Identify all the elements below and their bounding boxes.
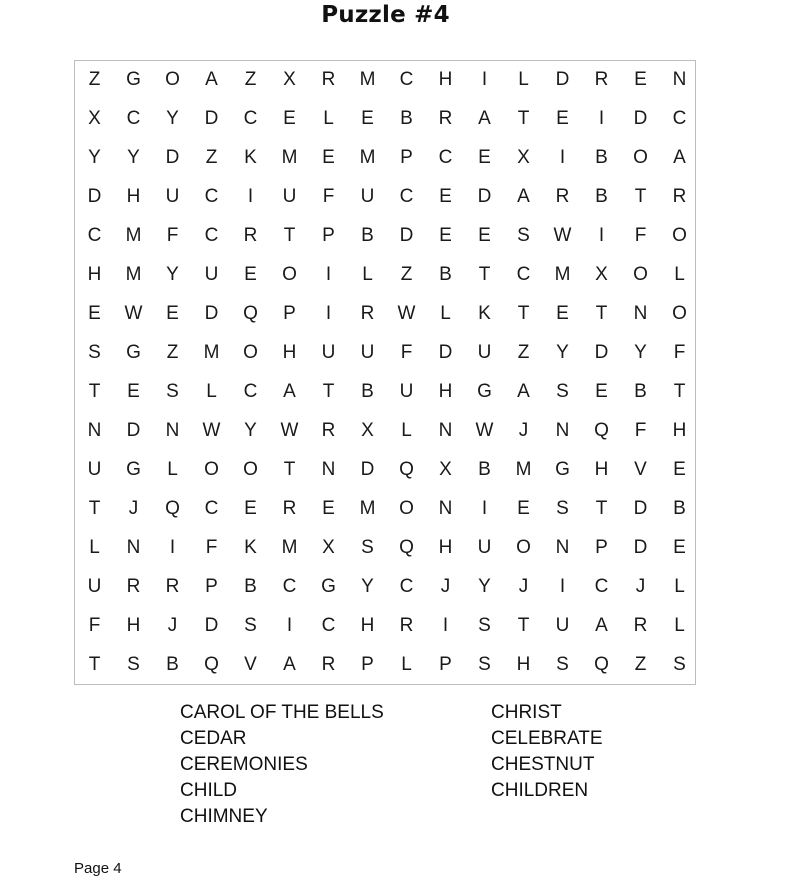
grid-letter: C	[126, 108, 141, 129]
grid-letter: R	[126, 576, 141, 597]
grid-letter: D	[87, 186, 102, 207]
grid-letter: J	[167, 615, 178, 636]
grid-letter: U	[204, 264, 219, 285]
grid-letter: A	[517, 381, 530, 402]
grid-letter: I	[169, 537, 176, 558]
grid-letter: C	[243, 108, 258, 129]
grid-letter: B	[595, 147, 608, 168]
grid-letter: U	[87, 459, 102, 480]
grid-letter: L	[674, 576, 685, 597]
grid-letter: A	[595, 615, 608, 636]
grid-letter: W	[397, 303, 416, 324]
grid-letter: K	[478, 303, 491, 324]
grid-letter: T	[517, 303, 530, 324]
grid-letter: W	[202, 420, 221, 441]
grid-letter: E	[322, 498, 335, 519]
grid-letter: B	[634, 381, 647, 402]
grid-letter: W	[553, 225, 572, 246]
grid-letter: R	[321, 69, 336, 90]
grid-letter: H	[672, 420, 687, 441]
grid-letter: Z	[166, 342, 179, 363]
grid-letter: H	[594, 459, 609, 480]
grid-letter: F	[205, 537, 218, 558]
grid-letter: P	[595, 537, 608, 558]
grid-letter: C	[204, 498, 219, 519]
grid-letter: F	[673, 342, 686, 363]
grid-letter: I	[481, 498, 488, 519]
grid-letter: T	[322, 381, 335, 402]
grid-letter: R	[633, 615, 648, 636]
grid-letter: S	[478, 615, 491, 636]
letter-grid	[74, 60, 696, 685]
grid-letter: H	[360, 615, 375, 636]
page-number: Page 4	[74, 860, 122, 877]
grid-letter: X	[88, 108, 101, 129]
grid-letter: F	[634, 225, 647, 246]
grid-letter: E	[439, 225, 452, 246]
grid-letter: M	[359, 498, 376, 519]
grid-letter: C	[399, 186, 414, 207]
grid-letter: Z	[517, 342, 530, 363]
grid-letter: J	[128, 498, 139, 519]
grid-letter: Y	[127, 147, 140, 168]
grid-letter: F	[400, 342, 413, 363]
grid-letter: Z	[634, 654, 647, 675]
grid-letter: N	[633, 303, 648, 324]
grid-letter: L	[518, 69, 529, 90]
grid-letter: Y	[244, 420, 257, 441]
grid-letter: D	[633, 108, 648, 129]
grid-letter: Q	[594, 654, 609, 675]
grid-letter: A	[283, 654, 296, 675]
grid-letter: H	[516, 654, 531, 675]
grid-letter: H	[282, 342, 297, 363]
grid-letter: H	[438, 69, 453, 90]
grid-letter: R	[360, 303, 375, 324]
grid-letter: Z	[400, 264, 413, 285]
grid-letter: Y	[478, 576, 491, 597]
grid-letter: C	[243, 381, 258, 402]
grid-letter: L	[674, 264, 685, 285]
grid-letter: A	[673, 147, 686, 168]
grid-letter: F	[634, 420, 647, 441]
grid-letter: O	[633, 264, 648, 285]
grid-letter: D	[477, 186, 492, 207]
grid-letter: H	[87, 264, 102, 285]
grid-letter: O	[516, 537, 531, 558]
grid-letter: E	[478, 147, 491, 168]
grid-letter: G	[321, 576, 336, 597]
grid-letter: N	[438, 498, 453, 519]
grid-letter: S	[556, 498, 569, 519]
grid-letter: S	[673, 654, 686, 675]
grid-letter: N	[438, 420, 453, 441]
grid-letter: U	[555, 615, 570, 636]
grid-letter: J	[518, 576, 529, 597]
grid-letter: O	[243, 459, 258, 480]
grid-letter: R	[399, 615, 414, 636]
grid-letter: M	[359, 69, 376, 90]
grid-letter: I	[598, 108, 605, 129]
grid-letter: I	[325, 264, 332, 285]
word-list-right	[491, 700, 603, 804]
grid-letter: E	[283, 108, 296, 129]
grid-letter: D	[399, 225, 414, 246]
grid-letter: L	[89, 537, 100, 558]
grid-letter: Q	[243, 303, 258, 324]
grid-letter: W	[280, 420, 299, 441]
grid-letter: B	[400, 108, 413, 129]
grid-letter: Z	[205, 147, 218, 168]
grid-letter: E	[166, 303, 179, 324]
grid-letter: M	[359, 147, 376, 168]
grid-letter: Z	[88, 69, 101, 90]
grid-letter: K	[244, 537, 257, 558]
grid-letter: J	[440, 576, 451, 597]
grid-letter: L	[401, 420, 412, 441]
grid-letter: C	[399, 69, 414, 90]
grid-letter: O	[672, 225, 687, 246]
grid-letter: B	[244, 576, 257, 597]
grid-letter: H	[438, 381, 453, 402]
grid-letter: Z	[244, 69, 257, 90]
grid-letter: E	[322, 147, 335, 168]
grid-letter: R	[282, 498, 297, 519]
grid-letter: M	[515, 459, 532, 480]
grid-letter: R	[321, 654, 336, 675]
grid-letter: U	[477, 342, 492, 363]
grid-letter: S	[556, 381, 569, 402]
grid-letter: L	[674, 615, 685, 636]
word-list-item: CELEBRATE	[491, 728, 603, 749]
grid-letter: I	[559, 147, 566, 168]
grid-letter: C	[516, 264, 531, 285]
grid-row	[74, 216, 696, 255]
grid-letter: Q	[204, 654, 219, 675]
grid-letter: R	[165, 576, 180, 597]
grid-letter: D	[633, 537, 648, 558]
grid-letter: F	[88, 615, 101, 636]
grid-letter: Y	[634, 342, 647, 363]
grid-letter: G	[477, 381, 492, 402]
grid-letter: X	[517, 147, 530, 168]
grid-letter: O	[399, 498, 414, 519]
grid-letter: N	[87, 420, 102, 441]
grid-row	[74, 294, 696, 333]
grid-letter: E	[556, 108, 569, 129]
grid-letter: I	[286, 615, 293, 636]
grid-letter: T	[517, 108, 530, 129]
grid-letter: C	[672, 108, 687, 129]
grid-letter: A	[283, 381, 296, 402]
grid-letter: O	[243, 342, 258, 363]
grid-letter: U	[477, 537, 492, 558]
grid-letter: T	[88, 381, 101, 402]
grid-letter: B	[673, 498, 686, 519]
grid-letter: P	[361, 654, 374, 675]
grid-letter: N	[165, 420, 180, 441]
grid-letter: K	[244, 147, 257, 168]
grid-letter: T	[88, 498, 101, 519]
grid-letter: I	[559, 576, 566, 597]
grid-letter: F	[166, 225, 179, 246]
grid-letter: D	[360, 459, 375, 480]
grid-letter: W	[475, 420, 494, 441]
grid-letter: S	[517, 225, 530, 246]
grid-row	[74, 411, 696, 450]
grid-letter: E	[517, 498, 530, 519]
grid-letter: B	[166, 654, 179, 675]
word-list-item: CHESTNUT	[491, 754, 595, 775]
grid-letter: R	[243, 225, 258, 246]
grid-letter: P	[439, 654, 452, 675]
grid-letter: B	[361, 381, 374, 402]
grid-letter: H	[126, 615, 141, 636]
grid-letter: U	[399, 381, 414, 402]
grid-letter: T	[634, 186, 647, 207]
grid-letter: L	[323, 108, 334, 129]
grid-letter: T	[283, 225, 296, 246]
grid-letter: D	[204, 615, 219, 636]
grid-letter: U	[282, 186, 297, 207]
grid-letter: O	[633, 147, 648, 168]
grid-letter: A	[517, 186, 530, 207]
grid-letter: B	[361, 225, 374, 246]
puzzle-title: Puzzle #4	[321, 2, 450, 28]
grid-letter: S	[244, 615, 257, 636]
grid-row	[74, 177, 696, 216]
grid-letter: X	[361, 420, 374, 441]
grid-letter: J	[635, 576, 646, 597]
grid-letter: Y	[166, 264, 179, 285]
grid-letter: Y	[361, 576, 374, 597]
grid-letter: T	[595, 498, 608, 519]
grid-letter: L	[401, 654, 412, 675]
grid-letter: P	[400, 147, 413, 168]
word-list-item: CAROL OF THE BELLS	[180, 702, 384, 723]
grid-letter: E	[634, 69, 647, 90]
grid-letter: N	[672, 69, 687, 90]
grid-letter: D	[633, 498, 648, 519]
grid-letter: E	[673, 459, 686, 480]
grid-row	[74, 255, 696, 294]
grid-letter: O	[165, 69, 180, 90]
grid-letter: H	[438, 537, 453, 558]
grid-letter: U	[165, 186, 180, 207]
grid-row	[74, 645, 696, 684]
grid-row	[74, 60, 696, 99]
word-list-item: CEREMONIES	[180, 754, 308, 775]
grid-letter: T	[283, 459, 296, 480]
grid-letter: J	[518, 420, 529, 441]
grid-letter: C	[594, 576, 609, 597]
grid-row	[74, 372, 696, 411]
grid-letter: S	[166, 381, 179, 402]
grid-letter: R	[321, 420, 336, 441]
grid-letter: Q	[399, 459, 414, 480]
grid-letter: U	[321, 342, 336, 363]
grid-letter: X	[322, 537, 335, 558]
grid-letter: D	[126, 420, 141, 441]
grid-letter: N	[126, 537, 141, 558]
grid-letter: T	[88, 654, 101, 675]
grid-letter: E	[244, 264, 257, 285]
grid-letter: L	[167, 459, 178, 480]
word-list-item: CHIMNEY	[180, 806, 268, 827]
grid-letter: N	[555, 537, 570, 558]
grid-letter: X	[439, 459, 452, 480]
grid-letter: T	[595, 303, 608, 324]
grid-letter: C	[204, 186, 219, 207]
grid-letter: U	[87, 576, 102, 597]
grid-letter: B	[439, 264, 452, 285]
grid-letter: B	[478, 459, 491, 480]
grid-letter: I	[442, 615, 449, 636]
word-list-item: CHILD	[180, 780, 238, 801]
grid-letter: E	[556, 303, 569, 324]
grid-letter: Q	[594, 420, 609, 441]
grid-letter: M	[281, 147, 298, 168]
word-list-item: CHRIST	[491, 702, 562, 723]
grid-letter: V	[634, 459, 647, 480]
grid-letter: T	[673, 381, 686, 402]
grid-letter: C	[321, 615, 336, 636]
grid-letter: I	[481, 69, 488, 90]
grid-row	[74, 138, 696, 177]
grid-row	[74, 99, 696, 138]
grid-letter: N	[321, 459, 336, 480]
grid-letter: L	[440, 303, 451, 324]
grid-letter: N	[555, 420, 570, 441]
grid-letter: D	[204, 108, 219, 129]
grid-letter: E	[673, 537, 686, 558]
grid-letter: G	[126, 342, 141, 363]
grid-letter: S	[127, 654, 140, 675]
grid-letter: G	[126, 459, 141, 480]
word-list-item: CEDAR	[180, 728, 247, 749]
grid-letter: P	[283, 303, 296, 324]
grid-letter: A	[478, 108, 491, 129]
grid-letter: D	[555, 69, 570, 90]
grid-letter: W	[124, 303, 143, 324]
grid-letter: R	[594, 69, 609, 90]
grid-letter: S	[556, 654, 569, 675]
grid-letter: S	[88, 342, 101, 363]
grid-letter: C	[204, 225, 219, 246]
grid-letter: T	[478, 264, 491, 285]
grid-letter: U	[360, 342, 375, 363]
grid-letter: I	[247, 186, 254, 207]
grid-row	[74, 450, 696, 489]
word-list-item: CHILDREN	[491, 780, 589, 801]
grid-letter: D	[165, 147, 180, 168]
grid-letter: M	[281, 537, 298, 558]
grid-letter: O	[204, 459, 219, 480]
grid-letter: M	[125, 264, 142, 285]
grid-letter: C	[438, 147, 453, 168]
grid-letter: Q	[165, 498, 180, 519]
grid-letter: X	[283, 69, 296, 90]
grid-letter: R	[672, 186, 687, 207]
grid-letter: D	[204, 303, 219, 324]
grid-letter: T	[517, 615, 530, 636]
grid-letter: S	[361, 537, 374, 558]
grid-letter: L	[362, 264, 373, 285]
grid-letter: E	[244, 498, 257, 519]
grid-letter: H	[126, 186, 141, 207]
grid-letter: V	[244, 654, 257, 675]
grid-letter: L	[206, 381, 217, 402]
grid-row	[74, 528, 696, 567]
grid-letter: X	[595, 264, 608, 285]
grid-letter: E	[361, 108, 374, 129]
grid-letter: A	[205, 69, 218, 90]
grid-letter: I	[598, 225, 605, 246]
grid-letter: D	[594, 342, 609, 363]
grid-letter: F	[322, 186, 335, 207]
grid-letter: C	[399, 576, 414, 597]
grid-row	[74, 567, 696, 606]
grid-letter: S	[478, 654, 491, 675]
grid-letter: G	[555, 459, 570, 480]
grid-letter: E	[127, 381, 140, 402]
grid-row	[74, 606, 696, 645]
grid-row	[74, 489, 696, 528]
grid-letter: Y	[166, 108, 179, 129]
grid-letter: D	[438, 342, 453, 363]
grid-letter: Y	[556, 342, 569, 363]
grid-letter: Y	[88, 147, 101, 168]
grid-letter: E	[439, 186, 452, 207]
grid-letter: C	[282, 576, 297, 597]
grid-letter: P	[205, 576, 218, 597]
grid-letter: P	[322, 225, 335, 246]
grid-letter: R	[438, 108, 453, 129]
grid-letter: M	[554, 264, 571, 285]
grid-letter: M	[125, 225, 142, 246]
grid-letter: Q	[399, 537, 414, 558]
grid-letter: E	[478, 225, 491, 246]
grid-row	[74, 333, 696, 372]
grid-letter: U	[360, 186, 375, 207]
grid-letter: M	[203, 342, 220, 363]
grid-letter: B	[595, 186, 608, 207]
grid-letter: O	[672, 303, 687, 324]
word-list-left	[180, 700, 384, 830]
grid-letter: G	[126, 69, 141, 90]
grid-letter: E	[595, 381, 608, 402]
grid-letter: C	[87, 225, 102, 246]
grid-letter: I	[325, 303, 332, 324]
grid-letter: R	[555, 186, 570, 207]
grid-letter: O	[282, 264, 297, 285]
grid-letter: E	[88, 303, 101, 324]
